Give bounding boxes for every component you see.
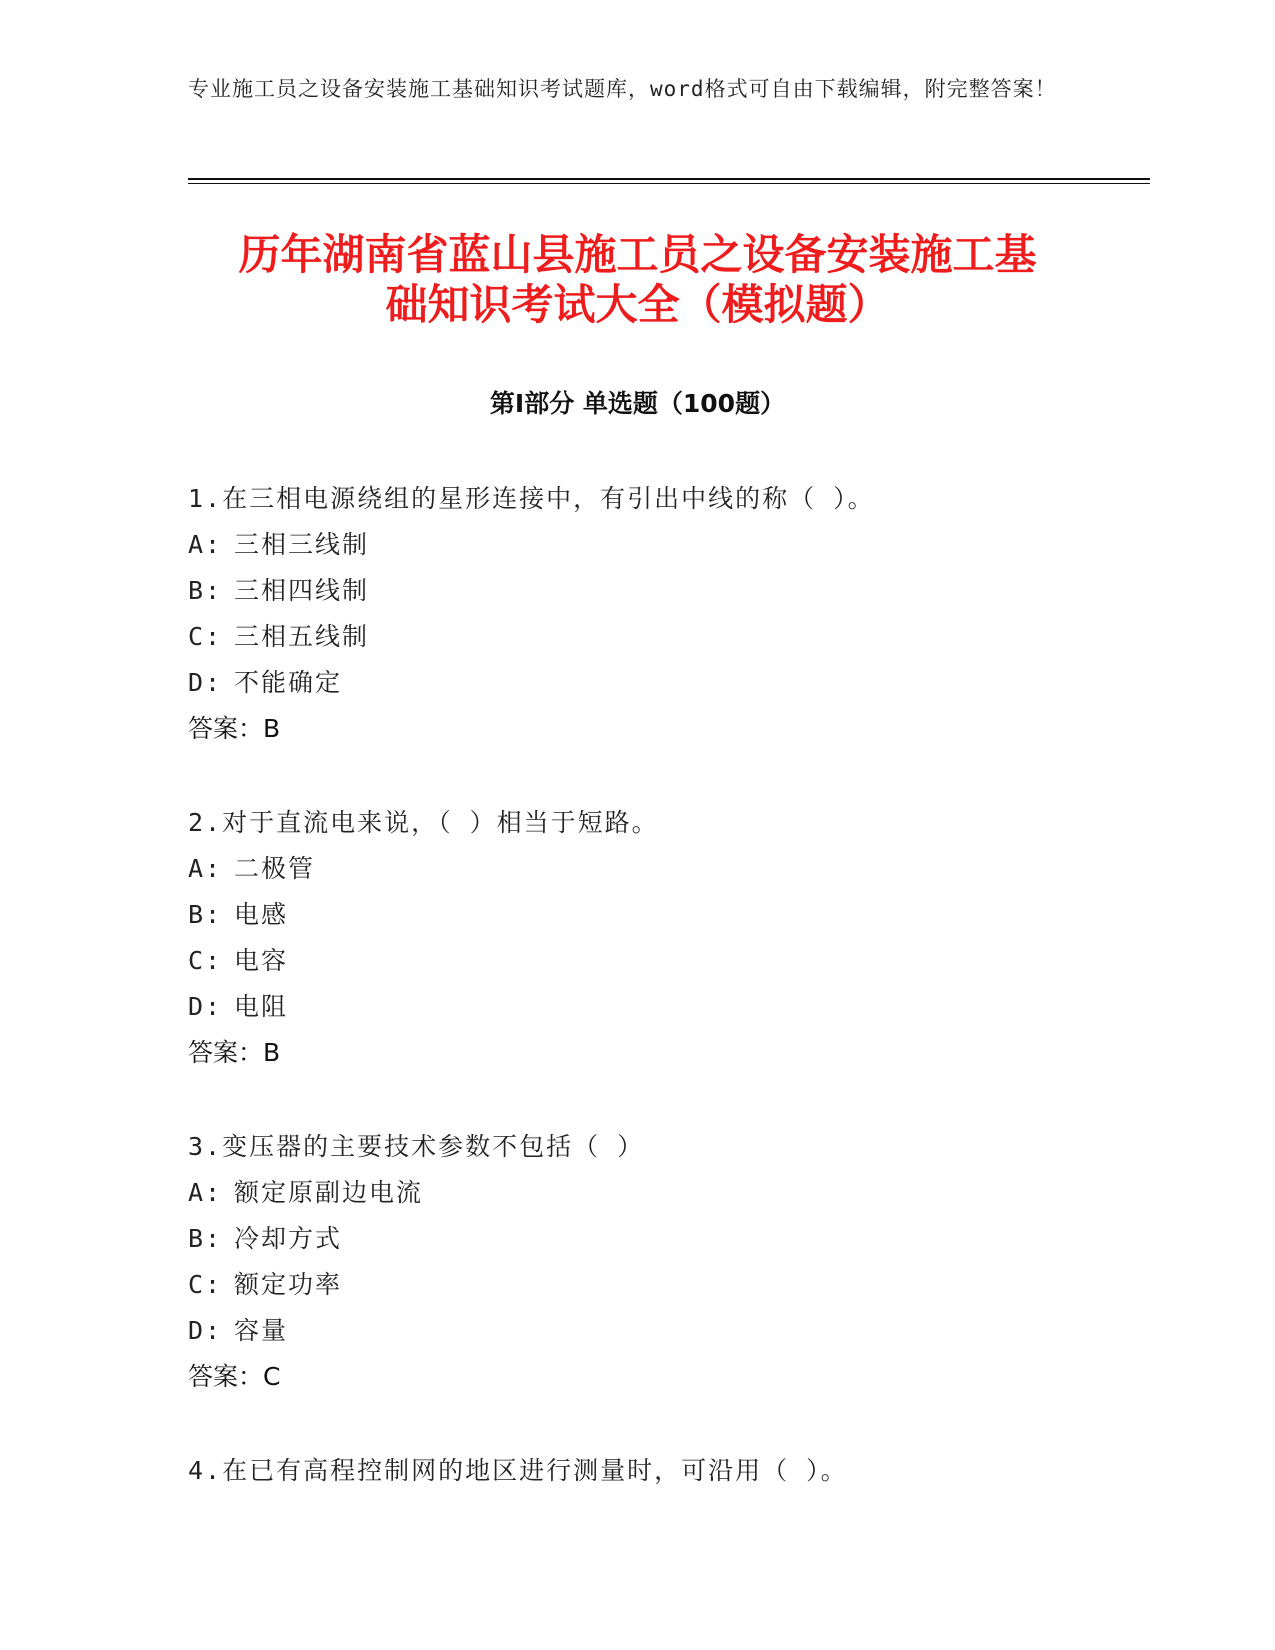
option-d [188,660,1138,706]
option-letter: B: [188,900,223,929]
question-4 [188,1448,1138,1494]
document-title [150,230,1125,330]
option-text: 额定原副边电流 [234,1178,424,1207]
answer-line: 答案：B [188,714,281,743]
section-heading: 第Ⅰ部分 单选题（100题） [489,389,786,418]
option-b [188,1216,1138,1262]
option-b [188,568,1138,614]
option-text: 额定功率 [234,1270,343,1299]
option-text: 三相五线制 [234,622,370,651]
option-letter: A: [188,854,223,883]
question-3 [188,1124,1138,1400]
question-stem: 1.在三相电源绕组的星形连接中，有引出中线的称（ ）。 [188,484,875,513]
option-c [188,614,1138,660]
header-divider-thick [188,178,1150,180]
option-letter: B: [188,576,223,605]
option-text: 三相四线制 [234,576,370,605]
header-divider-thin [188,183,1150,184]
option-text: 容量 [234,1316,289,1345]
question-list [188,476,1138,1542]
option-c [188,1262,1138,1308]
option-text: 二极管 [234,854,316,883]
option-letter: C: [188,946,223,975]
option-d [188,984,1138,1030]
option-letter: D: [188,992,223,1021]
answer-line: 答案：C [188,1362,281,1391]
option-d [188,1308,1138,1354]
question-stem: 4.在已有高程控制网的地区进行测量时，可沿用（ ）。 [188,1456,848,1485]
option-text: 电感 [234,900,289,929]
option-letter: A: [188,1178,223,1207]
document-title-line-2: 础知识考试大全（模拟题） [385,280,890,329]
option-letter: A: [188,530,223,559]
option-text: 三相三线制 [234,530,370,559]
option-letter: D: [188,668,223,697]
option-c [188,938,1138,984]
option-a [188,846,1138,892]
question-2 [188,800,1138,1076]
option-a [188,1170,1138,1216]
option-text: 电阻 [234,992,289,1021]
option-text: 冷却方式 [234,1224,343,1253]
document-title-line-1: 历年湖南省蓝山县施工员之设备安装施工基 [238,230,1037,279]
question-stem: 2.对于直流电来说，（ ）相当于短路。 [188,808,659,837]
option-letter: D: [188,1316,223,1345]
option-letter: C: [188,1270,223,1299]
answer-line: 答案：B [188,1038,281,1067]
question-stem: 3.变压器的主要技术参数不包括（ ） [188,1132,645,1161]
option-a [188,522,1138,568]
option-text: 电容 [234,946,289,975]
question-1 [188,476,1138,752]
option-text: 不能确定 [234,668,343,697]
option-letter: B: [188,1224,223,1253]
option-letter: C: [188,622,223,651]
header-note: 专业施工员之设备安装施工基础知识考试题库，word格式可自由下载编辑，附完整答案！ [188,77,1057,101]
option-b [188,892,1138,938]
